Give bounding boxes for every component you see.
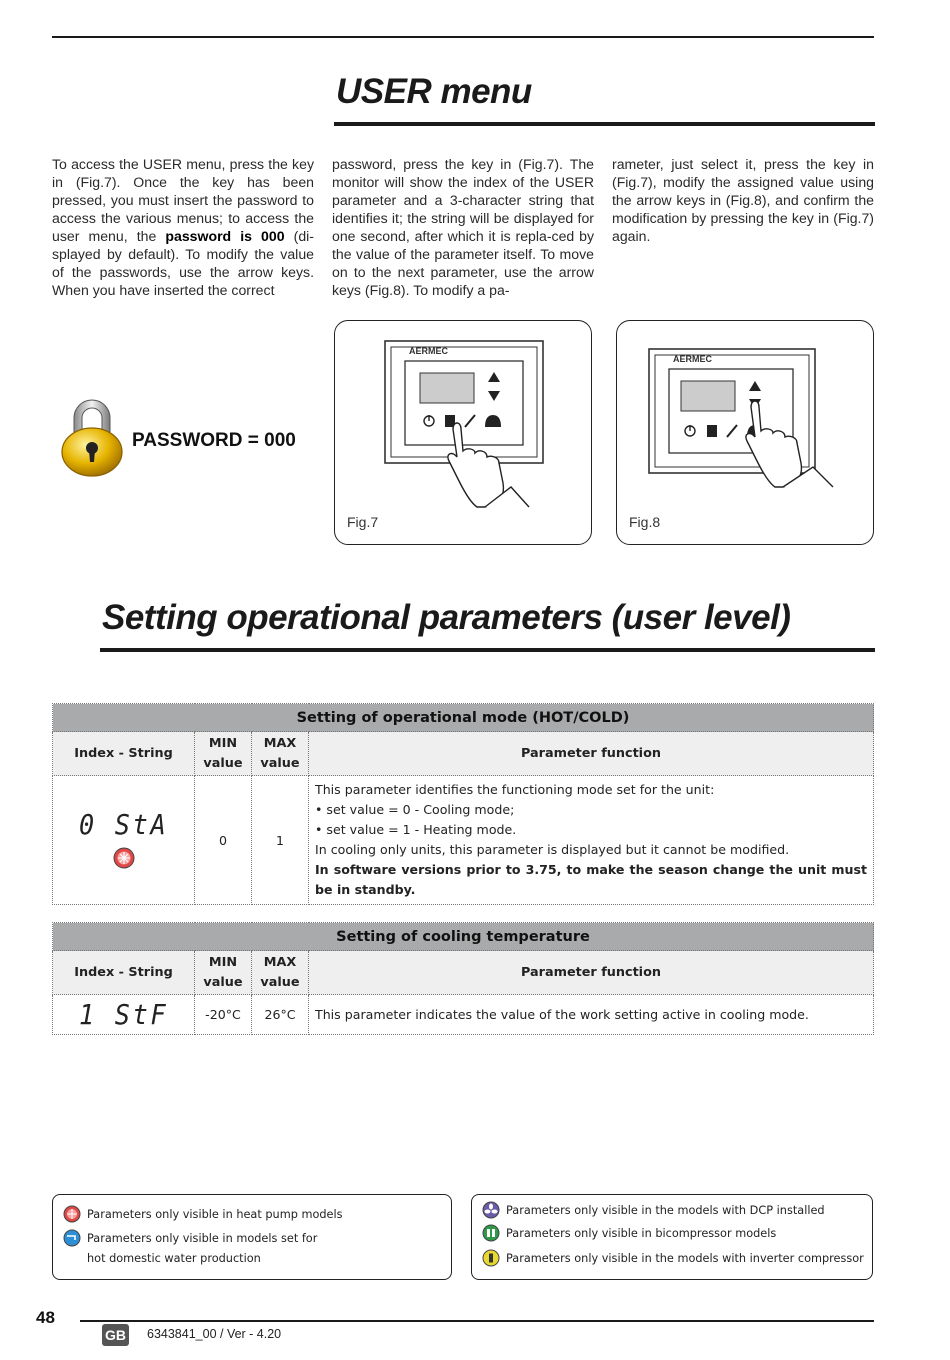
operational-mode-table [52, 703, 874, 905]
intro-col1-part1: To access the USER menu, press the key in (Fig.7). Once the key has been pressed, you must insert the password to access the various menus; to access the user menu, the [52, 156, 314, 244]
language-badge: GB [102, 1324, 129, 1346]
function-cell [309, 776, 874, 905]
legend-hot-water [87, 1229, 317, 1269]
min-header-line2: value [203, 974, 243, 990]
min-column-header [195, 732, 252, 776]
function-line: • set value = 1 - Heating mode. [315, 822, 517, 837]
parameter-code: 1 StF [78, 998, 169, 1031]
footer-rule [80, 1320, 874, 1322]
function-line: In cooling only units, this parameter is displayed but it cannot be modified. [315, 842, 790, 857]
max-header-line2: value [260, 974, 300, 990]
legend-item [482, 1201, 825, 1221]
max-value: 1 [252, 776, 309, 905]
legend-right [471, 1194, 873, 1280]
legend-dcp: Parameters only visible in the models with DCP installed [506, 1204, 825, 1217]
min-header-line2: value [203, 755, 243, 771]
parameter-code: 0 StA [78, 808, 169, 841]
password-label: PASSWORD = 000 [132, 430, 296, 451]
index-column-header: Index - String [53, 951, 195, 995]
legend-bicompressor: Parameters only visible in bicompressor models [506, 1227, 777, 1240]
heat-pump-icon [63, 1205, 81, 1223]
mode-icon [707, 425, 717, 437]
function-line: • set value = 0 - Cooling mode; [315, 802, 515, 817]
max-header-line2: value [260, 755, 300, 771]
dcp-fan-icon [482, 1201, 500, 1219]
table-row [53, 776, 874, 905]
intro-col1-password: password is 000 [165, 228, 285, 244]
settings-title-underline [100, 648, 875, 652]
legend-inverter: Parameters only visible in the models with inverter compressor [506, 1252, 864, 1265]
figure-8 [616, 320, 874, 545]
max-value: 26°C [252, 995, 309, 1035]
legend-item [482, 1224, 776, 1244]
function-cell: This parameter indicates the value of the work setting active in cooling mode. [309, 995, 874, 1035]
brand-label: AERMEC [409, 346, 449, 356]
cooling-temperature-table [52, 922, 874, 1035]
max-header-line1: MAX [263, 954, 297, 970]
function-bold-note: In software versions prior to 3.75, to make the season change the unit must be in standby. [315, 862, 867, 897]
legend-item [482, 1249, 864, 1269]
index-cell [53, 995, 195, 1035]
table-row [53, 995, 874, 1035]
legend-hot-water-line1: Parameters only visible in models set for [87, 1232, 318, 1245]
function-line: This parameter identifies the functioning mode set for the unit: [315, 782, 715, 797]
control-panel-illustration [617, 321, 875, 511]
bicompressor-icon [482, 1224, 500, 1242]
max-column-header [252, 951, 309, 995]
legend-heat-pump: Parameters only visible in heat pump models [87, 1208, 343, 1221]
user-menu-title: USER menu [336, 72, 532, 111]
top-rule [52, 36, 874, 38]
hot-water-tap-icon [63, 1229, 81, 1247]
intro-column-2: password, press the key in (Fig.7). The monitor will show the index of the USER parameter and a 3-character string that identifies it; the string will be displayed for one second, after which it is repla-ced by the value of the parameter itself. To move on to the next parameter, use the arrow keys (Fig.8). To modify a pa- [332, 156, 594, 298]
brand-label: AERMEC [673, 354, 713, 364]
padlock-icon [60, 396, 124, 480]
max-column-header [252, 732, 309, 776]
index-column-header: Index - String [53, 732, 195, 776]
document-code: 6343841_00 / Ver - 4.20 [147, 1327, 282, 1341]
legend-item [63, 1229, 317, 1269]
password-block [60, 396, 330, 480]
min-column-header [195, 951, 252, 995]
index-cell [53, 776, 195, 905]
table-heading: Setting of cooling temperature [53, 923, 874, 951]
intro-col1-part2: (di-splayed by default). To modify the value of the passwords, use the arrow keys. When you have inserted the correct [52, 228, 314, 298]
fig7-caption: Fig.7 [347, 514, 379, 530]
function-column-header: Parameter function [309, 951, 874, 995]
table-heading: Setting of operational mode (HOT/COLD) [53, 704, 874, 732]
control-panel-illustration [335, 321, 593, 511]
settings-title: Setting operational parameters (user level) [102, 598, 791, 637]
intro-column-3: rameter, just select it, press the key in (Fig.7), modify the assigned value using the arrow keys in (Fig.8), and confirm the modification by pressing the key in (Fig.7) again. [612, 156, 874, 244]
min-value: 0 [195, 776, 252, 905]
fig8-caption: Fig.8 [629, 514, 661, 530]
inverter-compressor-icon [482, 1249, 500, 1267]
page-number: 48 [36, 1308, 55, 1327]
heat-pump-icon [113, 847, 135, 869]
function-column-header: Parameter function [309, 732, 874, 776]
figure-7 [334, 320, 592, 545]
legend-hot-water-line2: hot domestic water production [87, 1252, 261, 1265]
legend-item [63, 1205, 343, 1225]
min-header-line1: MIN [208, 954, 238, 970]
legend-left [52, 1194, 452, 1280]
user-menu-title-underline [334, 122, 875, 126]
intro-column-1 [52, 155, 314, 299]
max-header-line1: MAX [263, 735, 297, 751]
min-header-line1: MIN [208, 735, 238, 751]
min-value: -20°C [195, 995, 252, 1035]
